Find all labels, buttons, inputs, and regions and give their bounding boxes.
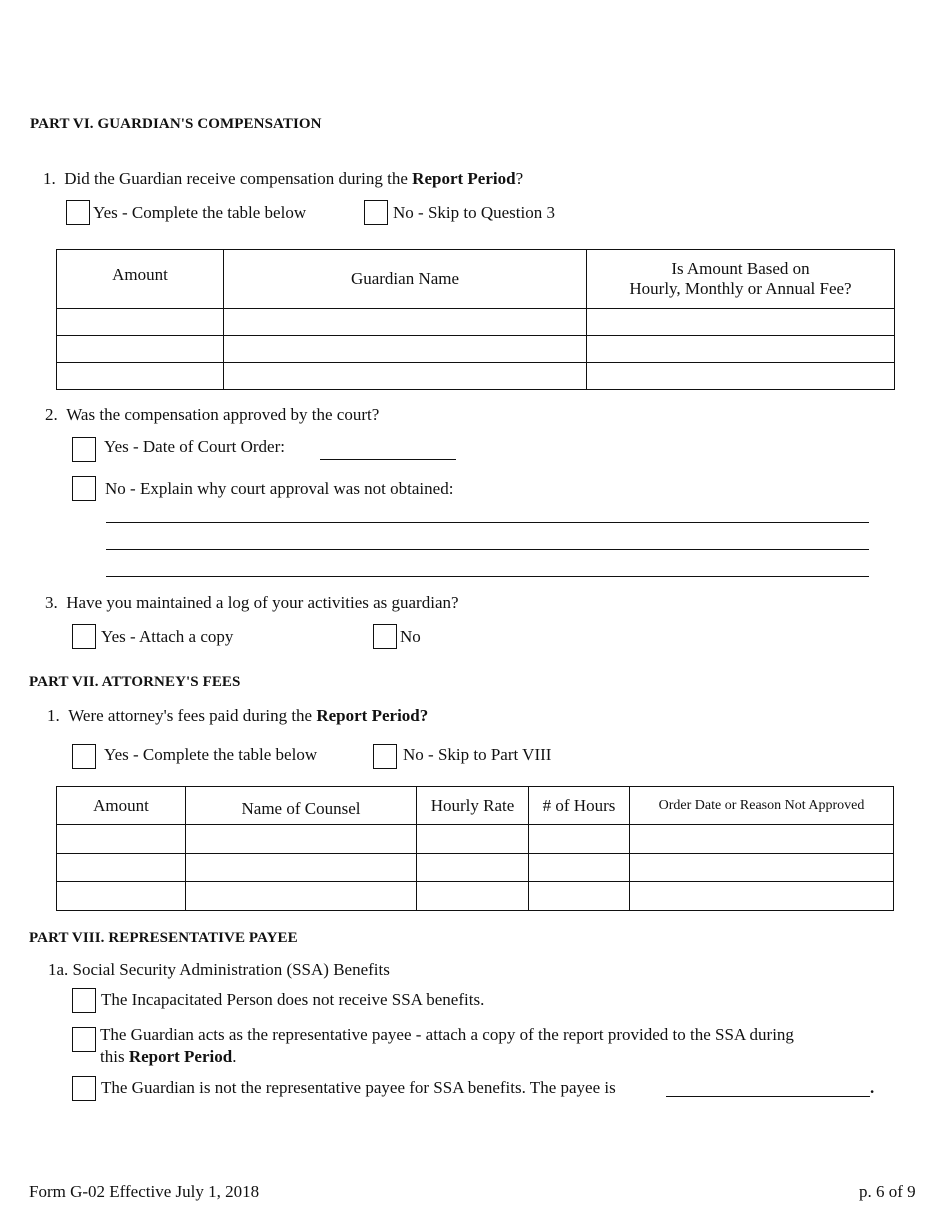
atty-header-hourly-rate: Hourly Rate <box>417 787 529 825</box>
table-cell[interactable] <box>186 854 417 882</box>
part6-q2 <box>45 405 379 425</box>
part6-q2-text: Was the compensation approved by the court? <box>66 405 380 424</box>
table-cell[interactable] <box>417 825 529 854</box>
comp-header-basis: Is Amount Based on Hourly, Monthly or Annual Fee? <box>587 250 895 309</box>
part6-q3-no-label: No <box>400 627 421 646</box>
part6-q3-yes-checkbox[interactable] <box>72 624 96 649</box>
part7-q1 <box>47 706 428 726</box>
ssa-opt1-label: The Incapacitated Person does not receive SSA benefits. <box>101 990 485 1009</box>
atty-header-order-date: Order Date or Reason Not Approved <box>630 787 894 825</box>
part6-q1-text: Did the Guardian receive compensation during the <box>64 169 413 188</box>
part6-q2-no-label: No - Explain why court approval was not obtained: <box>105 479 454 498</box>
footer-page-number: p. 6 of 9 <box>859 1182 916 1201</box>
table-cell[interactable] <box>630 825 894 854</box>
part6-q3-no-checkbox[interactable] <box>373 624 397 649</box>
ssa-opt2-label-line1: The Guardian acts as the representative payee - attach a copy of the report provided to the SSA during <box>100 1025 794 1044</box>
explain-line-3[interactable] <box>106 576 869 577</box>
part8-q1a-text: Social Security Administration (SSA) Benefits <box>72 960 390 979</box>
table-row <box>57 882 894 911</box>
comp-header-guardian-name: Guardian Name <box>224 250 587 309</box>
part6-q2-num: 2. <box>45 405 58 424</box>
table-row <box>57 309 895 336</box>
part6-q1-num: 1. <box>43 169 56 188</box>
part6-q1-yes-label: Yes - Complete the table below <box>93 203 307 222</box>
table-cell[interactable] <box>587 336 895 363</box>
table-cell[interactable] <box>224 336 587 363</box>
table-cell[interactable] <box>57 336 224 363</box>
part6-q3-yes-label: Yes - Attach a copy <box>101 627 234 646</box>
attorney-fees-table <box>56 786 894 911</box>
ssa-opt3-label: The Guardian is not the representative payee for SSA benefits. The payee is <box>101 1078 616 1097</box>
table-cell[interactable] <box>186 825 417 854</box>
part6-heading: PART VI. GUARDIAN'S COMPENSATION <box>30 116 322 132</box>
part6-q1 <box>43 169 523 189</box>
part7-q1-no-label: No - Skip to Part VIII <box>403 745 552 764</box>
table-cell[interactable] <box>57 882 186 911</box>
table-row <box>57 854 894 882</box>
table-cell[interactable] <box>529 882 630 911</box>
table-cell[interactable] <box>630 854 894 882</box>
table-cell[interactable] <box>186 882 417 911</box>
ssa-opt2-checkbox[interactable] <box>72 1027 96 1052</box>
part6-q1-no-label: No - Skip to Question 3 <box>393 203 555 222</box>
table-cell[interactable] <box>529 825 630 854</box>
part6-q3 <box>45 593 459 613</box>
part6-q3-num: 3. <box>45 593 58 612</box>
table-cell[interactable] <box>57 854 186 882</box>
explain-line-2[interactable] <box>106 549 869 550</box>
part6-q2-no-checkbox[interactable] <box>72 476 96 501</box>
table-cell[interactable] <box>587 309 895 336</box>
ssa-opt3-period: . <box>870 1078 875 1097</box>
atty-header-counsel: Name of Counsel <box>186 787 417 825</box>
table-row <box>57 825 894 854</box>
table-cell[interactable] <box>57 309 224 336</box>
ssa-opt3-checkbox[interactable] <box>72 1076 96 1101</box>
part7-heading: PART VII. ATTORNEY'S FEES <box>29 674 241 690</box>
table-cell[interactable] <box>417 854 529 882</box>
table-row <box>57 336 895 363</box>
part7-q1-text: Were attorney's fees paid during the <box>68 706 317 725</box>
payee-name-field[interactable] <box>666 1096 870 1097</box>
comp-header-amount: Amount <box>57 250 224 309</box>
explain-line-1[interactable] <box>106 522 869 523</box>
ssa-opt1-checkbox[interactable] <box>72 988 96 1013</box>
part6-q1-yes-checkbox[interactable] <box>66 200 90 225</box>
part7-q1-bold: Report Period? <box>316 706 429 725</box>
table-cell[interactable] <box>57 825 186 854</box>
part6-q3-text: Have you maintained a log of your activities as guardian? <box>66 593 459 612</box>
ssa-opt2-label-line2: this Report Period. <box>100 1047 237 1066</box>
part7-q1-yes-checkbox[interactable] <box>72 744 96 769</box>
table-cell[interactable] <box>57 363 224 390</box>
table-cell[interactable] <box>587 363 895 390</box>
table-cell[interactable] <box>417 882 529 911</box>
table-row <box>57 363 895 390</box>
part7-q1-yes-label: Yes - Complete the table below <box>104 745 318 764</box>
compensation-table-header <box>57 250 895 309</box>
compensation-table <box>56 249 895 390</box>
table-cell[interactable] <box>224 363 587 390</box>
part6-q2-yes-checkbox[interactable] <box>72 437 96 462</box>
court-order-date-field[interactable] <box>320 459 456 460</box>
part6-q2-yes-label: Yes - Date of Court Order: <box>104 437 285 456</box>
part8-q1a-num: 1a. <box>48 960 69 979</box>
atty-header-hours: # of Hours <box>529 787 630 825</box>
table-cell[interactable] <box>630 882 894 911</box>
part6-q1-tail: ? <box>515 169 524 188</box>
table-cell[interactable] <box>529 854 630 882</box>
attorney-table-header <box>57 787 894 825</box>
atty-header-amount: Amount <box>57 787 186 825</box>
part7-q1-num: 1. <box>47 706 60 725</box>
part6-q1-bold: Report Period <box>412 169 516 188</box>
part6-q1-no-checkbox[interactable] <box>364 200 388 225</box>
part7-q1-no-checkbox[interactable] <box>373 744 397 769</box>
part8-q1a <box>48 960 390 980</box>
part8-heading: PART VIII. REPRESENTATIVE PAYEE <box>29 930 298 946</box>
footer-form-label: Form G-02 Effective July 1, 2018 <box>29 1182 260 1201</box>
table-cell[interactable] <box>224 309 587 336</box>
